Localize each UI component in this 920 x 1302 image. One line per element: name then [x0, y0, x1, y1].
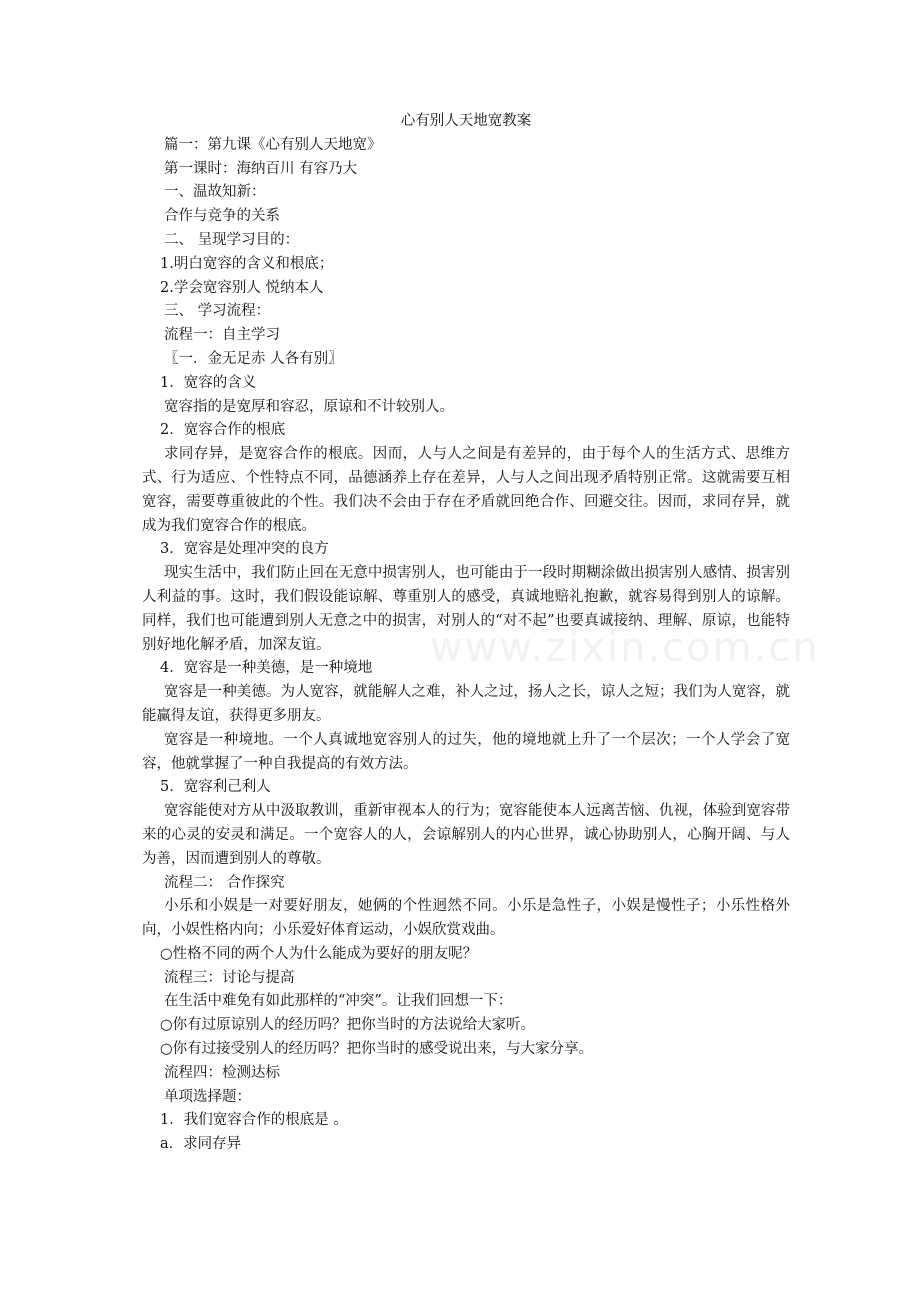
text-line: 〖一．金无足赤 人各有别〗	[164, 350, 343, 367]
text-line: 二、 呈现学习目的：	[164, 231, 300, 248]
text-line: 宽容指的是宽厚和容忍，原谅和不计较别人。	[164, 398, 454, 415]
text-line: 1.明白宽容的含义和根底；	[160, 255, 334, 272]
text-line: 三、 学习流程：	[164, 303, 271, 320]
text-line: 流程四：检测达标	[164, 1064, 280, 1081]
paragraph: 宽容能使对方从中汲取教训，重新审视本人的行为；宽容能使本人远离苦恼、仇视，体验到宽容带来的心灵的安灵和满足。一个宽容人的人，会谅解别人的内心世界，诚心协助别人，心胸开阔、与人为善，因而遭到别人的尊敬。	[142, 803, 790, 867]
text-line: 1．宽容的含义	[160, 374, 257, 391]
text-line: ○性格不同的两个人为什么能成为要好的朋友呢？	[160, 945, 478, 962]
text-line: a．求同存异	[160, 1136, 242, 1153]
text-line: 一、温故知新：	[164, 184, 266, 201]
text-line: ○你有过接受别人的经历吗？把你当时的感受说出来，与大家分享。	[160, 1041, 594, 1058]
paragraph: 宽容是一种美德。为人宽容，就能解人之难，补人之过，扬人之长，谅人之短；我们为人宽容，就能赢得友谊，获得更多朋友。	[142, 684, 790, 724]
text-line: 2.学会宽容别人 悦纳本人	[160, 279, 324, 296]
text-line: 篇一：第九课《心有别人天地宽》	[164, 136, 382, 153]
text-line: 合作与竞争的关系	[164, 208, 280, 225]
text-line: 4．宽容是一种美德，是一种境地	[160, 660, 373, 677]
text-line: 在生活中难免有如此那样的“冲突”。让我们回想一下：	[164, 993, 513, 1010]
text-line: 3．宽容是处理冲突的良方	[160, 541, 329, 558]
text-line: 流程一：自主学习	[164, 327, 280, 344]
paragraph: 求同存异，是宽容合作的根底。因而，人与人之间是有差异的，由于每个人的生活方式、思维方式、行为适应、个性特点不同，品德涵养上存在差异，人与人之间出现矛盾特别正常。这就需要互相宽容，需要尊重彼此的个性。我们决不会由于存在矛盾就回绝合作、回避交往。因而，求同存异，就成为我们宽容合作的根底。	[142, 446, 790, 534]
text-line: 5．宽容利己利人	[160, 779, 271, 796]
document-body	[142, 110, 790, 1157]
text-line: 1．我们宽容合作的根底是 。	[160, 1112, 348, 1129]
watermark: www.zixin.com.cn	[430, 625, 820, 671]
document-content	[142, 134, 790, 1157]
text-line: 单项选择题：	[164, 1088, 251, 1105]
paragraph: 小乐和小娱是一对要好朋友，她俩的个性迥然不同。小乐是急性子，小娱是慢性子；小乐性格外向，小娱性格内向；小乐爱好体育运动，小娱欣赏戏曲。	[142, 898, 790, 939]
text-line: 2．宽容合作的根底	[160, 422, 286, 439]
text-line: 流程二： 合作探究	[164, 874, 285, 891]
paragraph: 宽容是一种境地。一个人真诚地宽容别人的过失，他的境地就上升了一个层次；一个人学会了宽容，他就掌握了一种自我提高的有效方法。	[142, 731, 790, 772]
text-line: 流程三：讨论与提高	[164, 969, 295, 986]
text-line: 第一课时：海纳百川 有容乃大	[164, 160, 358, 177]
text-line: ○你有过原谅别人的经历吗？把你当时的方法说给大家听。	[160, 1017, 536, 1034]
paragraph: 现实生活中，我们防止回在无意中损害别人，也可能由于一段时期糊涂做出损害别人感情、损害别人利益的事。这时，我们假设能谅解、尊重别人的感受，真诚地赔礼抱歉，就容易得到别人的谅解。同样，我们也可能遭到别人无意之中的损害，对别人的“对不起”也要真诚接纳、理解、原谅，也能特别好地化解矛盾，加深友谊。	[142, 565, 790, 653]
document-title: 心有别人天地宽教案	[400, 113, 532, 129]
